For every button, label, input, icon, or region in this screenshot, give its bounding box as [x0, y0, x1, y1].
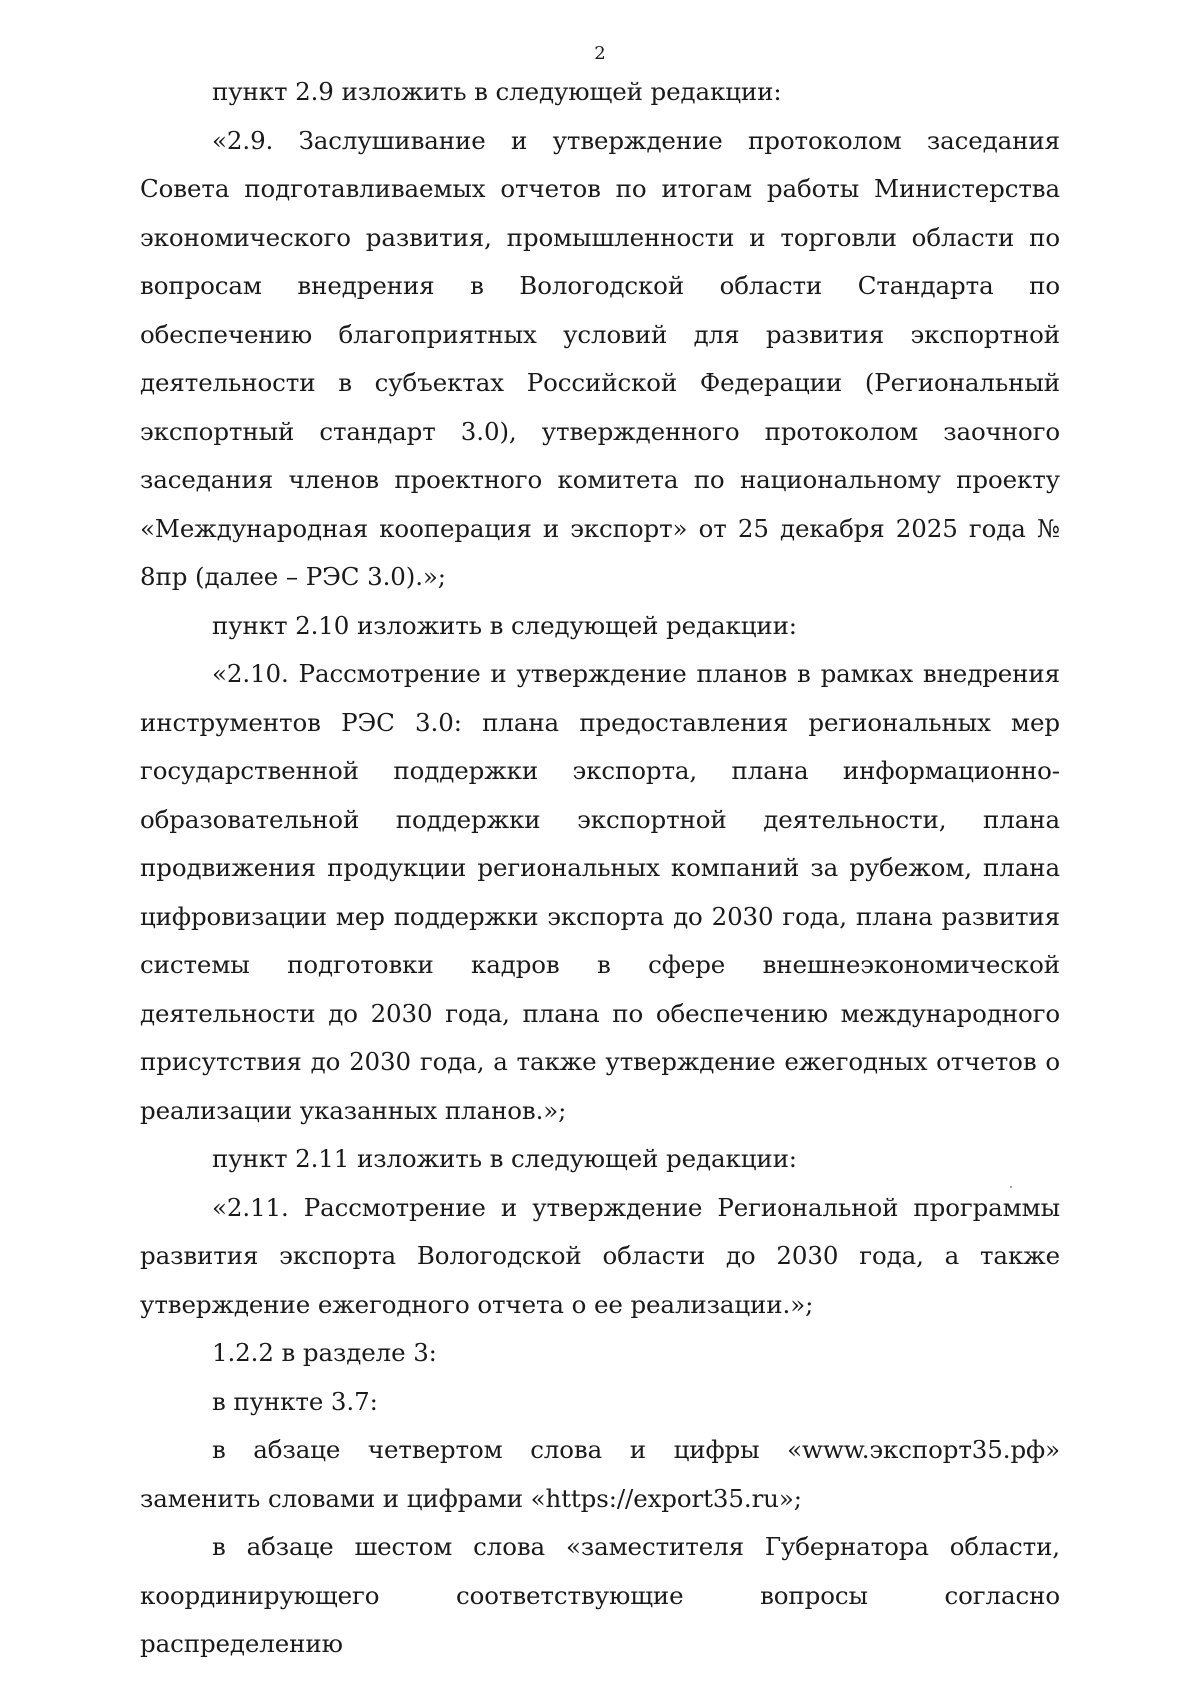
paragraph-abzac-4: в абзаце четвертом слова и цифры «www.экспорт35.рф» заменить словами и цифрами «https://export35.ru»; [140, 1435, 1060, 1513]
paragraph-2-10-intro: пункт 2.10 изложить в следующей редакции: [212, 610, 797, 640]
paragraph-3-7: в пункте 3.7: [212, 1386, 378, 1416]
page-number: 2 [594, 43, 606, 64]
scan-speck [1010, 1186, 1012, 1188]
document-body [140, 68, 1060, 1669]
paragraph-2-9-intro: пункт 2.9 изложить в следующей редакции: [212, 77, 782, 106]
paragraph-2-9-text: «2.9. Заслушивание и утверждение протоколом заседания Совета подготавливаемых отчетов по итогам работы Министерства экономического развития, промышленности и торговли области по вопросам внедрения в Вологодской области Стандарта по обеспечению благоприятных условий для развития экспортной деятельности в субъектах Российской Федерации (Региональный экспортный стандарт 3.0), утвержденного протоколом заочного заседания членов проектного комитета по национальному проекту «Международная кооперация и экспорт» от 25 декабря 2025 года № 8пр (далее – РЭС 3.0).»; [140, 125, 1060, 591]
paragraph-1-2-2: 1.2.2 в разделе 3: [212, 1338, 437, 1367]
paragraph-2-11-intro: пункт 2.11 изложить в следующей редакции: [212, 1144, 797, 1173]
paragraph-2-10-text: «2.10. Рассмотрение и утверждение планов в рамках внедрения инструментов РЭС 3.0: плана предоставления региональных мер государственной поддержки экспорта, плана информационно-образовательной поддержки экспортной деятельности, плана продвижения продукции региональных компаний за рубежом, плана цифровизации мер поддержки экспорта до 2030 года, плана развития системы подготовки кадров в сфере внешнеэкономической деятельности до 2030 года, плана по обеспечению международного присутствия до 2030 года, а также утверждение ежегодных отчетов о реализации указанных планов.»; [140, 659, 1060, 1125]
paragraph-abzac-6: в абзаце шестом слова «заместителя Губернатора области, координирующего соответствующие вопросы согласно распределению [140, 1532, 1060, 1658]
paragraph-2-11-text: «2.11. Рассмотрение и утверждение Региональной программы развития экспорта Вологодской области до 2030 года, а также утверждение ежегодного отчета о ее реализации.»; [140, 1192, 1060, 1319]
